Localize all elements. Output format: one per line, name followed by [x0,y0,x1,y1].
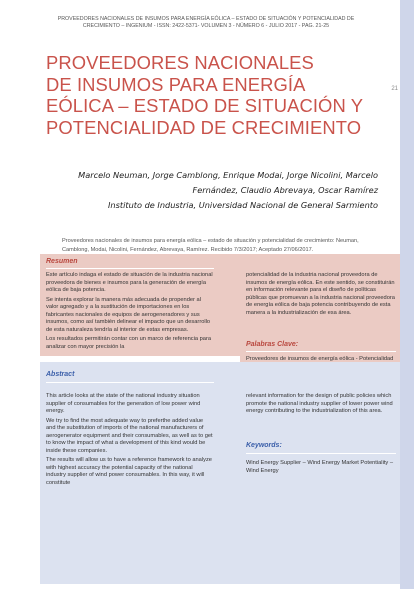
resumen-paragraph-4: potencialidad de la industria nacional proveedora de insumos de energía eólica. En este sentido, se constituirán en información relevante para el diseño de políticas públicas que promuevan a la industria nacional proveedora de energía eólica de baja potencia contribuyendo de esta manera a la industrialización de esa área. [246,272,395,316]
margin-strip [400,0,414,589]
resumen-col-1 [46,272,214,353]
title-line-4: POTENCIALIDAD DE CRECIMIENTO [46,116,362,138]
author-block [60,168,378,213]
keywords-heading: Keywords: [246,442,282,449]
running-header [40,16,372,30]
resumen-paragraph-2: Se intenta explorar la manera más adecuada de propender al valor agregado y a la sustitución de importaciones en los fabricantes nacionales de equipos de aerogeneradores y sus insumos, como así también delinear el impacto que un desarrollo de esta naturaleza tendría al interior de estas empresas. [46,296,211,333]
authors-line-1: Marcelo Neuman, Jorge Camblong, Enrique Modai, Jorge Nicolini, Marcelo [78,170,378,180]
palabras-heading: Palabras Clave: [246,341,299,348]
citation-line-2: Camblong, Modai, Nicolini, Fernández, Abrevaya, Ramírez. Recibido 7/3/2017; Aceptado 27/06/2017. [62,246,314,253]
abstract-paragraph-4: relevant information for the design of public policies which promote the national industry supplier of lower power wind energy contributing to the industrialization of this area. [246,393,393,414]
affiliation: Instituto de Industria, Universidad Nacional de General Sarmiento [108,200,378,210]
abstract-col-2 [246,393,396,418]
keywords-rule [246,453,396,454]
authors-line-2: Fernández, Claudio Abrevaya, Oscar Ramírez [192,185,378,195]
abstract-heading: Abstract [46,371,75,378]
palabras-rule [246,351,396,352]
header-line-1: PROVEEDORES NACIONALES DE INSUMOS PARA ENERGÍA EÓLICA – ESTADO DE SITUACIÓN Y POTENCIALIDAD DE [57,16,355,22]
title-line-3: EÓLICA – ESTADO DE SITUACIÓN Y [46,95,364,116]
page-number: 21 [391,86,398,92]
abstract-col-1 [46,393,214,489]
abstract-paragraph-3: The results will allow us to have a reference framework to analyze with highest accuracy the potential capacity of the national industry supplier of wind power consumables. In this way, it will constitute [46,457,212,486]
resumen-rule [46,268,214,269]
abstract-paragraph-2: We try to find the most adequate way to preferthe added value and the substitution of imports of the national manufacturers of aerogenerator equipment and their consumables, as well as to get to know the impact of what a development of this kind would be inside these companies. [46,417,213,454]
palabras-text: Proveedores de insumos de energía eólica - Potencialidad [246,356,394,362]
keywords-text: Wind Energy Supplier – Wind Energy Market Potentiality – Wind Energy [246,460,393,474]
resumen-paragraph-1: Este artículo indaga el estado de situación de la industria nacional proveedora de bienes e insumos para la generación de energía eólica de baja potencia. [46,272,213,293]
citation-block [62,237,380,254]
header-line-2: CRECIMIENTO – INGENIUM - ISSN: 2422-5371- VOLUMEN 3 - NÚMERO 6 - JULIO 2017 - PAG. 21-25 [82,23,330,29]
abstract-paragraph-1: This article looks at the state of the national industry situation supplier of consumables for the generation of low power wind energy. [46,393,201,414]
resumen-heading: Resumen [46,258,78,265]
resumen-paragraph-3: Los resultados permitirán contar con un marco de referencia para analizar con mayor precisión la [46,336,212,350]
citation-line-1: Proveedores nacionales de insumos para energía eólica – estado de situación y potencialidad de crecimiento: Neuman, [62,238,359,244]
title-line-2: DE INSUMOS PARA ENERGÍA [46,73,306,95]
article-title [46,52,376,138]
abstract-rule [46,382,214,383]
resumen-col-2 [246,272,396,319]
title-line-1: PROVEEDORES NACIONALES [46,52,314,73]
